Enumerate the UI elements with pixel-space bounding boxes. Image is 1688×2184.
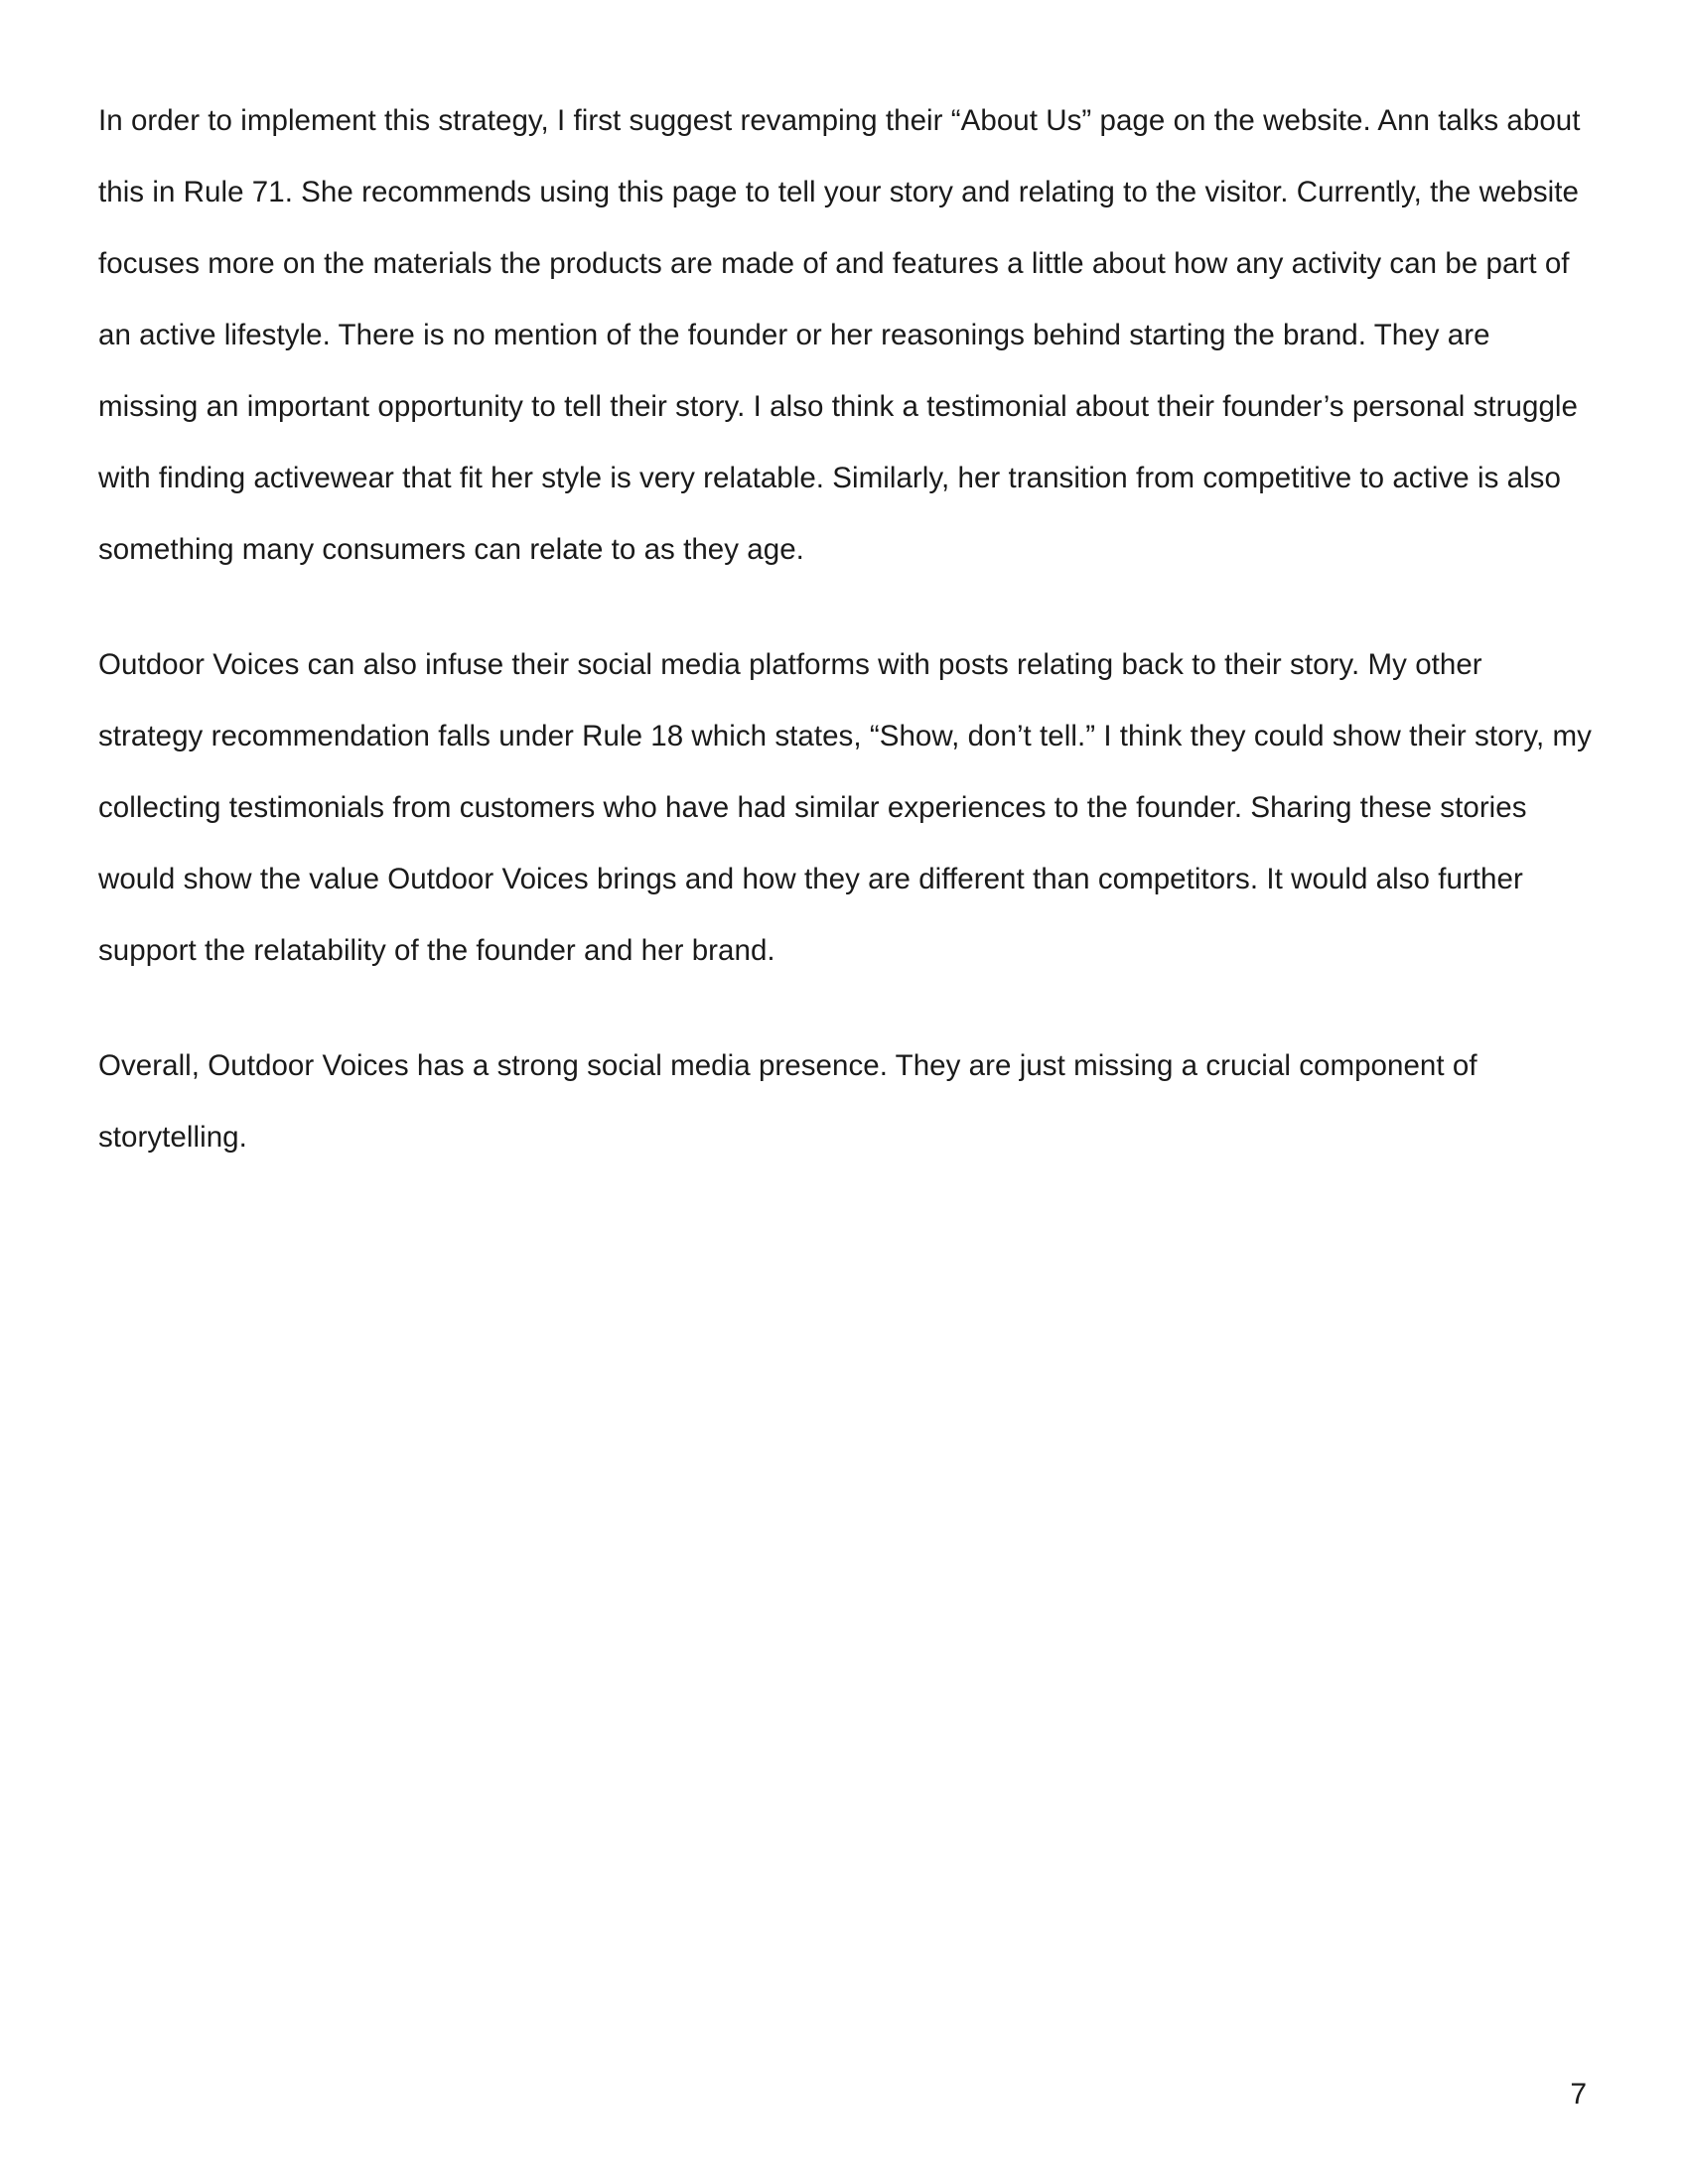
paragraph-social-media-strategy: Outdoor Voices can also infuse their social media platforms with posts relating back to their story. My other strategy recommendation falls under Rule 18 which states, “Show, don’t tell.” I think they could show their story, my collecting testimonials from customers who have had similar experiences to the founder. Sharing these stories would show the value Outdoor Voices brings and how they are different than competitors. It would also further support the relatability of the founder and her brand.	[98, 648, 1592, 967]
paragraph-about-us-strategy: In order to implement this strategy, I first suggest revamping their “About Us” page on the website. Ann talks about this in Rule 71. She recommends using this page to tell your story and relating to the visitor. Currently, the website focuses more on the materials the products are made of and features a little about how any activity can be part of an active lifestyle. There is no mention of the founder or her reasonings behind starting the brand. They are missing an important opportunity to tell their story. I also think a testimonial about their founder’s personal struggle with finding activewear that fit her style is very relatable. Similarly, her transition from competitive to active is also something many consumers can relate to as they age.	[98, 104, 1581, 566]
body-text	[98, 85, 1593, 1173]
paragraph-conclusion: Overall, Outdoor Voices has a strong social media presence. They are just missing a crucial component of storytelling.	[98, 1049, 1477, 1154]
page-number: 7	[1570, 2078, 1587, 2111]
